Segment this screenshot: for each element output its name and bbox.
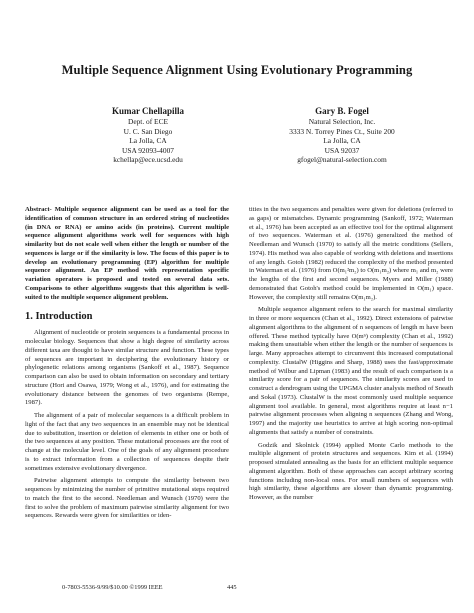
author-affiliation-line: USA 92037	[324, 145, 360, 155]
author-email: kchellap@ece.ucsd.edu	[113, 155, 183, 165]
body-paragraph: tities in the two sequences and penalties were given for deletions (referred to as gaps) or mismatches. Dynamic programming (Sankoff, 1972; Waterman et al., 1976) has been accepted as an effective tool for the optimal alignment of two sequences. Waterman et al. (1976) generalized the method of Needleman and Wunsch (1970) to satisfy all the metric conditions (Sellers, 1974). His method was also capable of working with deletions and insertions of any length. Gotoh (1982) reduced the complexity of the method presented in Waterman et al. (1976) from O(m₁²m₂) to O(m₁m₂) where m₁ and m₂ were the lengths of the first and second sequences. Myers and Miller (1988) demonstrated that Gotoh's method could be implemented in O(m₁) space. However, the complexity still remains O(m₁m₂).	[249, 206, 453, 301]
page-number: 445	[227, 584, 237, 591]
footer-isbn: 0-7803-5536-9/99/$10.00 ©1999 IEEE	[62, 584, 163, 591]
section-heading: 1. Introduction	[25, 311, 93, 323]
author-email: gfogel@natural-selection.com	[297, 155, 387, 165]
body-paragraph: Pairwise alignment attempts to compute the similarity between two sequences by minimizing the number of primitive mutational steps required to match the first to the second. Needleman and Wunsch (1970) were the first to solve the problem of maximum pairwise similarity alignment for two sequences. Rewards were given for similarities or iden-	[25, 477, 229, 520]
body-paragraph: Godzik and Skolnick (1994) applied Monte Carlo methods to the multiple alignment of protein structures and sequences. Kim et al. (1994) proposed simulated annealing as the basis for an efficient multiple sequence alignment algorithm. Both of these approaches can accept arbitrary scoring functions including non-local ones. For small numbers of sequences with high similarity, these algorithms are slower than dynamic programming. However, as the number	[249, 441, 453, 501]
author-block-2	[252, 106, 432, 165]
author-affiliation-line: USA 92093-4007	[122, 145, 174, 155]
right-column	[249, 206, 453, 503]
author-affiliation-line: 3333 N. Torrey Pines Ct., Suite 200	[289, 126, 395, 136]
body-paragraph: Multiple sequence alignment refers to the search for maximal similarity in three or more sequences (Chan et al., 1992). Direct extensions of pairwise alignment algorithms to the alignment of n sequences of length m have been offered. These method typically have O(mⁿ) complexity (Chan et al., 1992) making them unsuitable when either the length or the number of sequences is large. Many approaches attempt to circumvent this increased computational complexity. ClustalW (Higgins and Sharp, 1988) uses the fast/approximate method of Wilbur and Lipman (1983) and the result of each comparison is a similarity score for a pair of sequences. The similarity scores are used to construct a dendrogram using the UPGMA cluster analysis method of Sneath and Sokal (1973). ClustalW is the most commonly used multiple sequence alignment tool available. In general, most algorithms require at least n−1 pairwise alignment processes when aligning n sequences (Zhang and Wong, 1997) and the majority use heuristics to arrive at high scoring non-optimal alignments that satisfy a number of constraints.	[249, 306, 453, 436]
abstract: Abstract- Multiple sequence alignment can be used as a tool for the identification of common structure in an ordered string of nucleotides (in DNA or RNA) or amino acids (in proteins). Current multiple sequence alignment algorithms work well for sequences with high similarity but do not scale well when either the length or number of the sequences is large or if the similarity is low. The focus of this paper is to develop an evolutionary programming (EP) algorithm for multiple sequence alignment. An EP method with representation specific variation operators is proposed and tested on several data sets. Comparisons to other algorithms suggests that this algorithm is well-suited to the multiple sequence alignment problem.	[25, 206, 229, 301]
body-paragraph: The alignment of a pair of molecular sequences is a difficult problem in light of the fact that any two sequences in an ensemble may not be identical due to substitution, insertion or deletion of elements in either one or both of the two sequences at any position. These mutational processes are the root of change at the molecular level. One of the goals of any alignment procedure is to extract information from a collection of sequences despite their sometimes extensive evolutionary divergence.	[25, 412, 229, 472]
body-paragraph: Alignment of nucleotide or protein sequences is a fundamental process in molecular biology. Sequences that show a high degree of similarity across different taxa are thought to have similar structure and function. These types of sequences are important in deciphering the evolutionary history or phylogenetic relations among organisms (Sankoff et al., 1987). Sequence comparison can also be used to obtain information on secondary and tertiary structure (Hori and Osawa, 1979; Wong et al., 1976), and for estimating the evolutionary distance between the genomes of two organisms (Rempe, 1987).	[25, 329, 229, 407]
author-affiliation-line: La Jolla, CA	[129, 136, 167, 146]
author-block-1	[58, 106, 238, 165]
author-affiliation-line: Natural Selection, Inc.	[308, 117, 376, 126]
author-affiliation-line: Dept. of ECE	[127, 117, 169, 126]
author-name: Gary B. Fogel	[315, 106, 369, 116]
left-column	[25, 206, 229, 521]
paper-title: Multiple Sequence Alignment Using Evolutionary Programming	[61, 63, 413, 77]
author-affiliation-line: La Jolla, CA	[323, 136, 361, 146]
author-name: Kumar Chellapilla	[111, 106, 185, 116]
author-affiliation-line: U. C. San Diego	[123, 126, 173, 136]
